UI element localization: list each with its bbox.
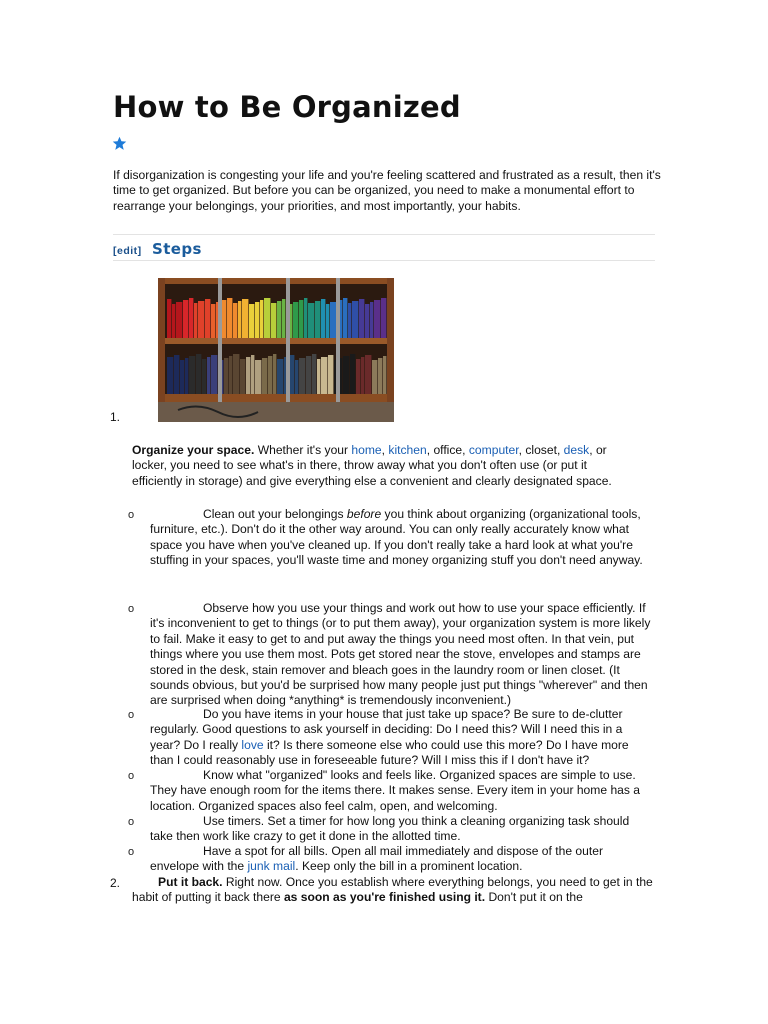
book-spine	[359, 299, 364, 338]
book-spine	[262, 358, 267, 394]
bullet: o	[128, 816, 135, 828]
step-2-text	[132, 875, 657, 906]
text: Clean out your belongings	[203, 507, 347, 521]
book-spine	[180, 360, 184, 394]
book-spine	[268, 356, 272, 394]
book-spine	[304, 298, 307, 338]
book-spine	[202, 359, 206, 394]
text: Whether it's your	[254, 443, 352, 457]
book-spine	[249, 304, 254, 338]
emphasis: before	[346, 507, 382, 521]
section-heading-steps: Steps	[152, 240, 202, 258]
substep-text	[150, 814, 655, 845]
text: Don't put it on the	[485, 890, 583, 905]
book-spine	[189, 356, 195, 394]
divider	[113, 234, 655, 235]
book-spine	[315, 301, 320, 338]
bullet: o	[128, 770, 135, 782]
book-spine	[350, 354, 355, 394]
book-spine	[306, 356, 311, 394]
book-spine	[224, 358, 228, 394]
substep-text	[150, 844, 655, 875]
book-spine	[321, 357, 327, 394]
book-spine	[383, 356, 386, 394]
book-spine	[196, 354, 201, 394]
text: Observe how you use your things and work out how to use your space efficiently. If it's inconvenient to get to things (or to put them away), your organization system is more likely to fail. Make it easy to get to and put away the things you need most often. In that vein, put things where you use them most. Pots get stored near the stove, envelopes and stamps are stored in the desk, stain remover and bleach goes in the laundry room or linen closet. (It sounds obvious, but you'd be surprised how many people just put things "wherever" and then are surprised when doing *anything* is tremendously inconvenient.)	[150, 601, 651, 708]
book-spine	[321, 299, 325, 338]
book-spine	[255, 302, 259, 338]
book-spine	[277, 359, 283, 394]
book-spine	[365, 355, 371, 394]
text: , office,	[426, 443, 469, 457]
book-spine	[233, 303, 237, 338]
book-spine	[374, 300, 380, 338]
book-spine	[260, 300, 263, 338]
book-spine	[174, 355, 179, 394]
bullet: o	[128, 709, 135, 721]
book-spine	[381, 298, 386, 338]
book-spine	[317, 359, 320, 394]
edit-link[interactable]: [edit]	[113, 245, 142, 257]
book-spine	[299, 300, 303, 338]
book-spine	[205, 299, 210, 338]
article-title: How to Be Organized	[113, 90, 461, 124]
book-spine	[343, 298, 347, 338]
text: Right now. Once you establish where everything belongs, you need to get in the habit of putting it back there	[132, 875, 653, 905]
substep-text	[150, 601, 655, 709]
text: you think about organizing (organizational tools, furniture, etc.). Don't do it the other way around. You can only really accurately know what space you have when you've cleaned up. If you don't really take a hard look at what you're stuffing in your spaces, you'll waste time and money organizing stuff you don't need anyway.	[150, 507, 643, 568]
text: . Keep only the bill in a prominent location.	[295, 859, 523, 874]
link-home[interactable]: home	[351, 443, 382, 457]
text: Use timers. Set a timer for how long you think a cleaning organizing task should take then work like crazy to get it done in the allotted time.	[150, 814, 630, 844]
book-spine	[240, 359, 245, 394]
step-lead: Put it back.	[158, 875, 223, 889]
book-spine	[378, 358, 382, 394]
book-spine	[211, 355, 217, 394]
book-spine	[361, 357, 364, 394]
text: Have a spot for all bills. Open all mail immediately and dispose of the outer envelope with the	[150, 844, 603, 874]
book-spine	[172, 304, 175, 338]
book-spine	[295, 360, 298, 394]
divider	[113, 260, 655, 261]
book-spine	[207, 357, 210, 394]
bullet: o	[128, 603, 135, 615]
emphasis: as soon as you're finished using it.	[283, 890, 486, 905]
step-number: 2.	[110, 876, 121, 890]
link-kitchen[interactable]: kitchen	[388, 443, 427, 457]
book-spine	[198, 301, 204, 338]
intro-paragraph: If disorganization is congesting your life and you're feeling scattered and frustrated as a result, then it's time to get organized. But before you can be organized, you need to make a monumental effort to rearrange your belongings, your priorities, and most importantly, your habits.	[113, 168, 661, 213]
book-spine	[343, 356, 349, 394]
book-spine	[189, 298, 193, 338]
text: ,	[381, 443, 389, 457]
book-spine	[352, 301, 358, 338]
book-spine	[246, 357, 250, 394]
book-spine	[312, 354, 316, 394]
book-spine	[290, 355, 294, 394]
text: Know what "organized" looks and feels like. Organized spaces are simple to use. They have enough room for the items there. It makes sense. Every item in your home has a location. Organized spaces also feel calm, open, and welcoming.	[150, 768, 641, 813]
link-junk-mail[interactable]: junk mail	[247, 859, 296, 874]
link-love[interactable]: love	[241, 737, 264, 752]
book-spine	[308, 303, 314, 338]
step-number: 1.	[110, 410, 121, 424]
book-spine	[194, 303, 197, 338]
book-spine	[176, 302, 182, 338]
substep-text	[150, 507, 655, 569]
book-spine	[264, 298, 270, 338]
book-spine	[242, 299, 248, 338]
book-spine	[348, 303, 351, 338]
book-spine	[255, 360, 261, 394]
book-spine	[233, 354, 239, 394]
book-spine	[167, 357, 173, 394]
step-lead: Organize your space.	[132, 443, 255, 457]
bullet: o	[128, 509, 135, 521]
text: , or locker, you need to see what's in there, throw away what you don't often use (or put it efficiently in storage) and give everything else a convenient and clearly designated space.	[132, 443, 612, 488]
book-spine	[238, 301, 241, 338]
book-spine	[326, 304, 329, 338]
book-spine	[183, 300, 188, 338]
substep-text	[150, 707, 655, 769]
book-spine	[293, 302, 298, 338]
step-1-text	[132, 443, 637, 489]
book-spine	[229, 356, 232, 394]
star-icon[interactable]	[112, 136, 127, 151]
text: , closet,	[518, 443, 564, 457]
bookshelf-image	[158, 278, 394, 422]
book-spine	[282, 299, 285, 338]
link-desk[interactable]: desk	[563, 443, 590, 457]
link-computer[interactable]: computer	[468, 443, 519, 457]
book-spine	[185, 358, 188, 394]
text: Do you have items in your house that just take up space? Be sure to de-clutter regularly. Good questions to ask yourself in deciding: Do I need this? Will I need this in a year? Do I really	[150, 707, 623, 752]
book-spine	[227, 298, 232, 338]
book-spine	[273, 354, 276, 394]
book-spine	[271, 303, 276, 338]
book-spine	[167, 299, 171, 338]
book-spine	[372, 360, 377, 394]
book-spine	[277, 301, 281, 338]
book-spine	[330, 302, 336, 338]
book-spine	[370, 302, 373, 338]
book-spine	[251, 355, 254, 394]
bullet: o	[128, 846, 135, 858]
text: it? Is there someone else who could use this more? Do I have more than I could reasonably use in foreseeable future? Will I miss this if I don't have it?	[150, 737, 629, 768]
book-spine	[328, 355, 333, 394]
book-spine	[211, 304, 215, 338]
substep-text	[150, 768, 655, 814]
book-spine	[365, 304, 369, 338]
book-spine	[299, 358, 305, 394]
book-spine	[356, 359, 360, 394]
